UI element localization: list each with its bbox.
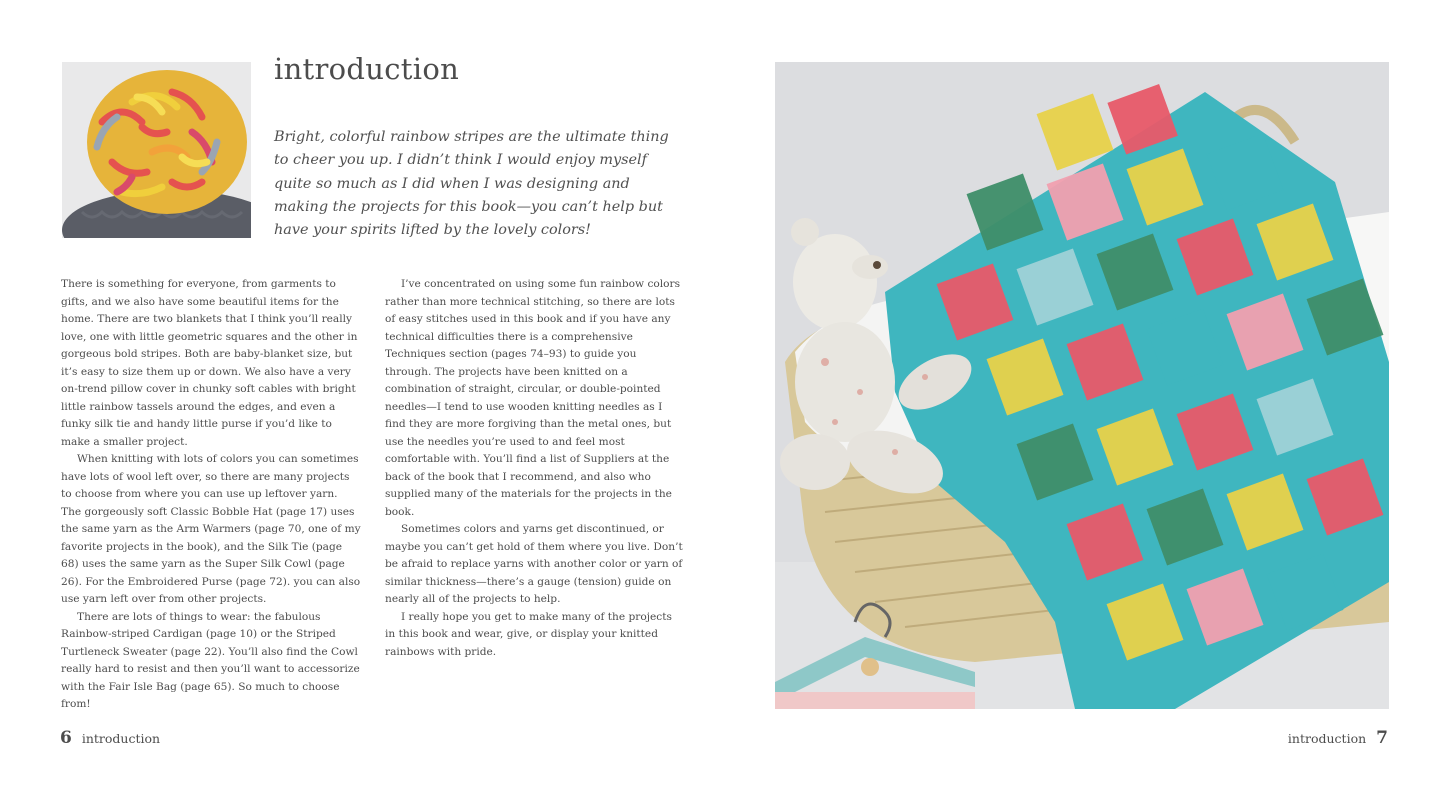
body-paragraph: I’ve concentrated on using some fun rainbow colors rather than more technical stitching, so there are lots of easy stitches used in this book and if you have any technical difficulties there is a comprehensive Techniques section (pages 74–93) to guide you through. The projects have been knitted on a combination of straight, circular, or double-pointed needles—I tend to use wooden knitting needles as I find they are more forgiving than the metal ones, but use the needles you’re used to and feel most comfortable with. You’ll find a list of Suppliers at the back of the book that I recommend, and also who supplied many of the materials for the projects in the book. xyxy=(385,278,681,518)
left-page-folio xyxy=(60,728,160,748)
intro-lead-paragraph: Bright, colorful rainbow stripes are the ultimate thing to cheer you up. I didn’t think I would enjoy myself quite so much as I did when I was designing and making the projects for this book—you can’t help but have your spirits lifted by the lovely colors! xyxy=(274,129,669,239)
body-column-1 xyxy=(61,276,361,714)
body-column-2 xyxy=(385,276,685,661)
running-footer-label: introduction xyxy=(1287,731,1367,746)
page-title: introduction xyxy=(274,52,460,86)
body-paragraph: There are lots of things to wear: the fabulous Rainbow-striped Cardigan (page 10) or the Striped Turtleneck Sweater (page 22). You’ll also find the Cowl really hard to resist and then you’ll want to accessorize with the Fair Isle Bag (page 65). So much to choose from! xyxy=(61,610,360,710)
right-page-folio xyxy=(1288,728,1388,748)
page-number: 7 xyxy=(1376,728,1388,748)
body-paragraph: I really hope you get to make many of the projects in this book and wear, give, or display your knitted rainbows with pride. xyxy=(385,610,672,658)
pompom-hat-image xyxy=(62,62,251,238)
running-footer-label: introduction xyxy=(81,731,161,746)
body-paragraph: Sometimes colors and yarns get discontinued, or maybe you can’t get hold of them where you live. Don’t be afraid to replace yarns with another color or yarn of similar thickness—there’s a gauge (tension) guide on nearly all of the projects to help. xyxy=(385,523,683,605)
blanket-basket-photo xyxy=(775,62,1389,709)
page-number: 6 xyxy=(60,728,72,748)
body-paragraph: There is something for everyone, from garments to gifts, and we also have some beautiful items for the home. There are two blankets that I think you’ll really love, one with little geometric squares and the other in gorgeous bold stripes. Both are baby-blanket size, but it’s easy to size them up or down. We also have a very on-trend pillow cover in chunky soft cables with bright little rainbow tassels around the edges, and even a funky silk tie and handy little purse if you’d like to make a smaller project. xyxy=(61,278,358,448)
body-paragraph: When knitting with lots of colors you can sometimes have lots of wool left over, so there are many projects to choose from where you can use up leftover yarn. The gorgeously soft Classic Bobble Hat (page 17) uses the same yarn as the Arm Warmers (page 70, one of my favorite projects in the book), and the Silk Tie (page 68) uses the same yarn as the Super Silk Cowl (page 26). For the Embroidered Purse (page 72). you can also use yarn left over from other projects. xyxy=(61,453,361,605)
